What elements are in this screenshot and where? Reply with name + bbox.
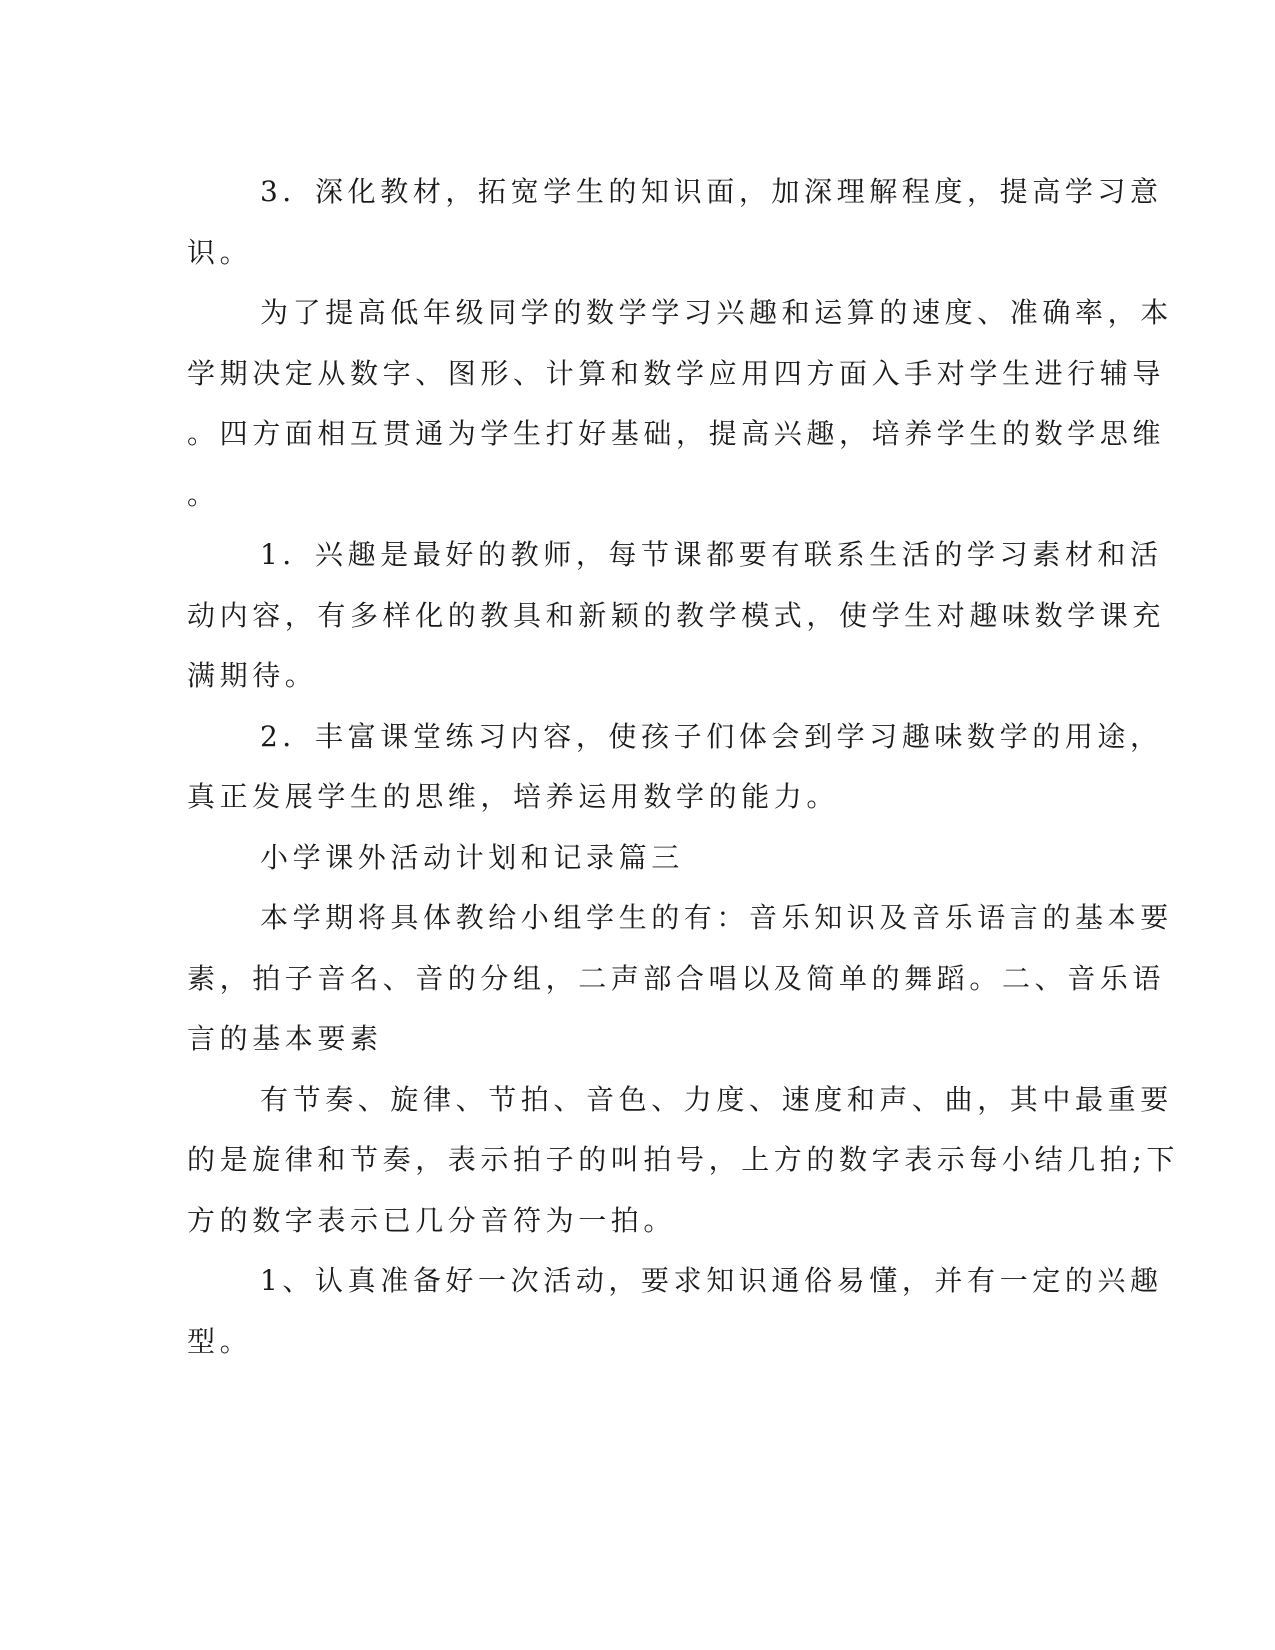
text-line: 言的基本要素 (187, 1022, 383, 1055)
text-line: 2．丰富课堂练习内容，使孩子们体会到学习趣味数学的用途， (260, 719, 1163, 753)
text-line: 1、认真准备好一次活动，要求知识通俗易懂，并有一定的兴趣 (260, 1264, 1163, 1297)
text-line: 型。 (187, 1324, 253, 1358)
text-line: 。 (187, 477, 220, 511)
text-line: 方的数字表示已几分音符为一拍。 (187, 1203, 677, 1237)
text-line: 为了提高低年级同学的数学学习兴趣和运算的速度、准确率，本 (260, 296, 1173, 329)
text-line: 满期待。 (187, 659, 318, 692)
text-line: 素，拍子音名、音的分组，二声部合唱以及简单的舞蹈。二、音乐语 (187, 961, 1166, 995)
text-line: 的是旋律和节奏，表示拍子的叫拍号，上方的数字表示每小结几拍;下 (187, 1143, 1180, 1176)
text-line: 1．兴趣是最好的教师，每节课都要有联系生活的学习素材和活 (260, 538, 1163, 571)
text-line: 学期决定从数字、图形、计算和数学应用四方面入手对学生进行辅导 (187, 356, 1166, 390)
document-body (187, 162, 1180, 1372)
text-line: 动内容，有多样化的教具和新颖的教学模式，使学生对趣味数学课充 (187, 598, 1166, 632)
text-line: 有节奏、旋律、节拍、音色、力度、速度和声、曲，其中最重要 (260, 1082, 1173, 1116)
text-line: 识。 (187, 235, 253, 269)
section-heading: 小学课外活动计划和记录篇三 (260, 840, 684, 874)
text-line: 本学期将具体教给小组学生的有：音乐知识及音乐语言的基本要 (260, 901, 1173, 934)
text-line: 真正发展学生的思维，培养运用数学的能力。 (187, 780, 840, 813)
text-line: 。四方面相互贯通为学生打好基础，提高兴趣，培养学生的数学思维 (187, 417, 1166, 450)
text-line: 3．深化教材，拓宽学生的知识面，加深理解程度，提高学习意 (260, 175, 1163, 208)
